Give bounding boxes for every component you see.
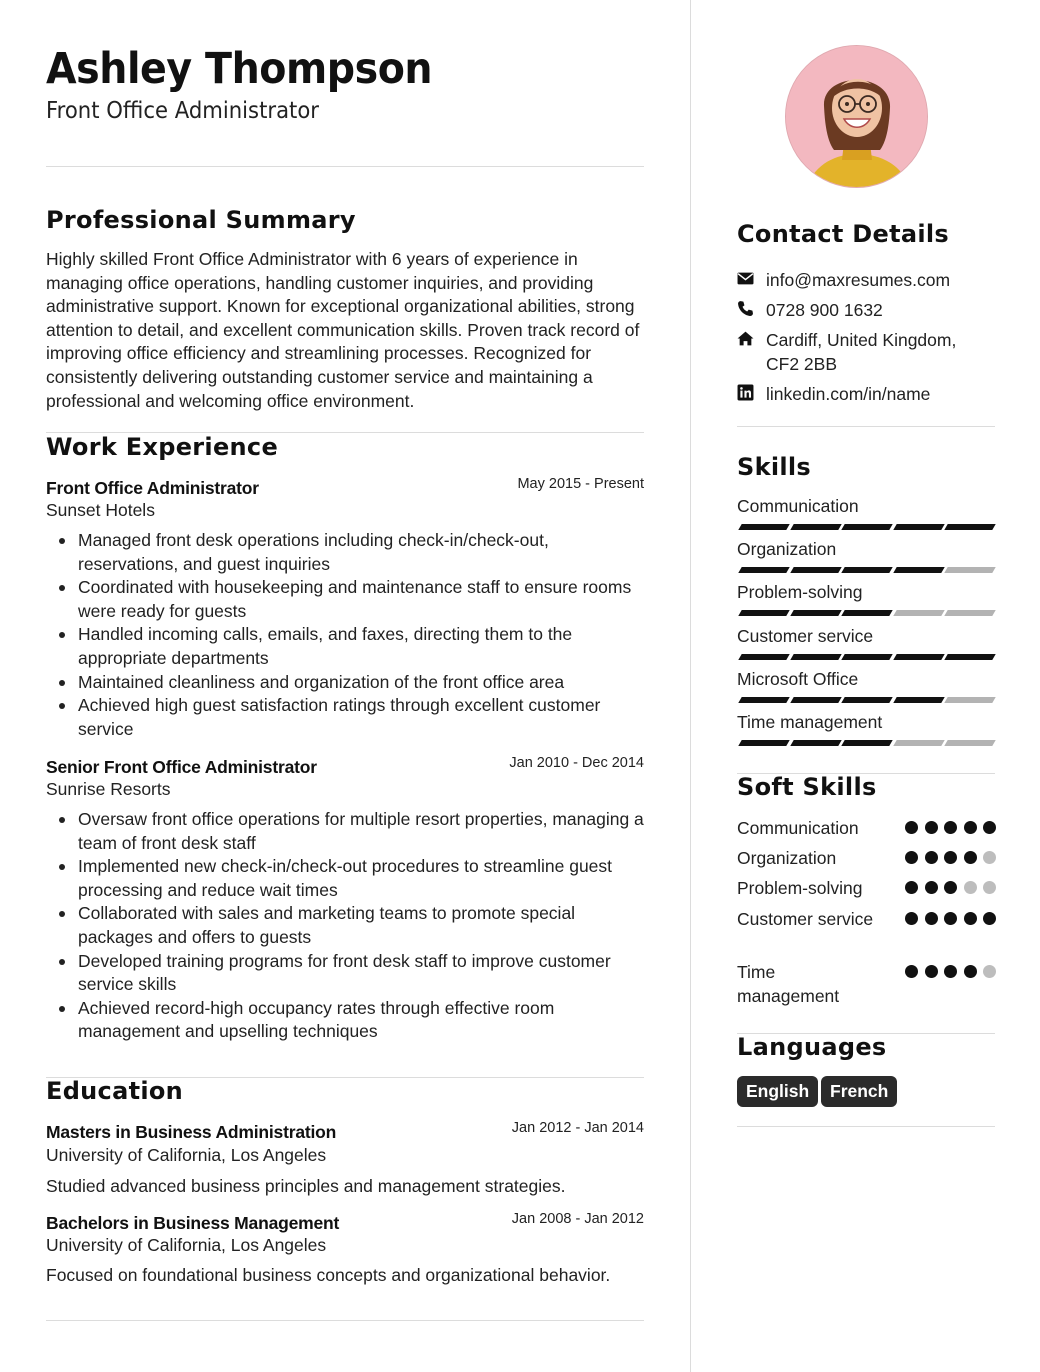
rating-dot: [964, 881, 977, 894]
edu-description-1: Studied advanced business principles and management strategies.: [46, 1176, 566, 1196]
skill-level-bar: [737, 610, 993, 616]
skill-level-segment: [841, 740, 892, 746]
experience-heading: Work Experience: [46, 433, 279, 461]
rating-dot: [983, 965, 996, 978]
column-divider: [690, 0, 691, 1372]
skill-label: Time management: [737, 712, 883, 732]
contact-divider: [737, 426, 995, 427]
soft-skill-label: Customer service: [737, 909, 874, 929]
job-title-1: Front Office Administrator: [46, 478, 259, 498]
skill-level-bar: [737, 740, 993, 746]
skills-heading: Skills: [737, 453, 812, 481]
edu-dates-1: Jan 2012 - Jan 2014: [511, 1120, 644, 1136]
summary-heading: Professional Summary: [46, 206, 356, 234]
skill-level-segment: [790, 654, 841, 660]
skill-level-segment: [790, 740, 841, 746]
job-company-2: Sunrise Resorts: [46, 779, 171, 799]
contact-email-text[interactable]: info@maxresumes.com: [766, 270, 951, 290]
profile-photo-illustration: [786, 46, 928, 188]
skill-level-segment: [738, 567, 789, 573]
contact-heading: Contact Details: [737, 220, 950, 248]
job-bullets-2: [78, 808, 648, 1044]
rating-dot: [944, 912, 957, 925]
skill-level-segment: [893, 524, 944, 530]
skill-level-segment: [841, 654, 892, 660]
rating-dot: [905, 965, 918, 978]
skill-level-segment: [944, 610, 995, 616]
soft-skill-label: Problem-solving: [737, 878, 863, 898]
linkedin-icon: [737, 384, 754, 401]
rating-dot: [925, 821, 938, 834]
list-item: Handled incoming calls, emails, and faxes, directing them to the appropriate departments: [78, 623, 648, 670]
soft-skill-rating: [905, 965, 993, 979]
skill-label: Problem-solving: [737, 582, 863, 602]
soft-skill-rating: [905, 821, 993, 835]
list-item: Managed front desk operations including check-in/check-out, reservations, and guest inquiries: [78, 529, 648, 576]
address-line-2: CF2 2BB: [766, 354, 837, 374]
skill-level-bar: [737, 524, 993, 530]
rating-dot: [905, 821, 918, 834]
skill-level-segment: [944, 697, 995, 703]
skill-level-segment: [944, 654, 995, 660]
list-item: Achieved high guest satisfaction ratings through excellent customer service: [78, 694, 648, 741]
candidate-title: Front Office Administrator: [46, 98, 319, 124]
contact-address-text: [766, 328, 996, 376]
skill-level-segment: [790, 524, 841, 530]
languages-divider: [737, 1126, 995, 1127]
skill-level-bar: [737, 654, 993, 660]
rating-dot: [964, 912, 977, 925]
rating-dot: [905, 851, 918, 864]
envelope-icon: [737, 270, 754, 287]
skill-level-segment: [738, 654, 789, 660]
edu-school-2: University of California, Los Angeles: [46, 1235, 327, 1255]
rating-dot: [925, 965, 938, 978]
list-item: Oversaw front office operations for multiple resort properties, managing a team of front desk staff: [78, 808, 648, 855]
job-company-1: Sunset Hotels: [46, 500, 155, 520]
skill-level-segment: [738, 740, 789, 746]
skill-level-segment: [790, 697, 841, 703]
skill-level-segment: [893, 740, 944, 746]
edu-dates-2: Jan 2008 - Jan 2012: [511, 1211, 644, 1227]
rating-dot: [964, 851, 977, 864]
skill-label: Microsoft Office: [737, 669, 859, 689]
soft-skills-heading: Soft Skills: [737, 773, 877, 801]
list-item: Implemented new check-in/check-out procedures to streamline guest processing and reduce wait times: [78, 855, 648, 902]
rating-dot: [925, 851, 938, 864]
skill-label: Communication: [737, 496, 859, 516]
rating-dot: [983, 881, 996, 894]
rating-dot: [944, 821, 957, 834]
profile-photo: [785, 45, 928, 188]
rating-dot: [964, 965, 977, 978]
soft-skill-rating: [905, 851, 993, 865]
rating-dot: [944, 881, 957, 894]
skill-label: Customer service: [737, 626, 874, 646]
edu-description-2: Focused on foundational business concepts and organizational behavior.: [46, 1265, 611, 1285]
skill-level-segment: [738, 524, 789, 530]
list-item: Achieved record-high occupancy rates through effective room management and upselling techniques: [78, 997, 648, 1044]
rating-dot: [983, 851, 996, 864]
summary-text: Highly skilled Front Office Administrator with 6 years of experience in managing office operations, handling customer inquiries, and providing administrative support. Known for exceptional organizational abilities, strong attention to detail, and excellent communication skills. Proven track record of improving office efficiency and streamlining processes. Recognized for consistently delivering outstanding customer service and maintaining a professional and welcoming office environment.: [46, 249, 640, 411]
list-item: Collaborated with sales and marketing teams to promote special packages and offers to guests: [78, 902, 648, 949]
skill-level-segment: [841, 567, 892, 573]
soft-skill-label: Time management: [737, 962, 840, 1006]
job-bullets-1: [78, 529, 648, 741]
job-dates-1: May 2015 - Present: [517, 476, 644, 492]
edu-degree-2: Bachelors in Business Management: [46, 1213, 340, 1233]
contact-linkedin-text[interactable]: linkedin.com/in/name: [766, 384, 931, 404]
home-icon: [737, 330, 754, 347]
education-divider: [46, 1320, 644, 1321]
skill-level-segment: [893, 654, 944, 660]
contact-phone-text[interactable]: 0728 900 1632: [766, 300, 883, 320]
skill-level-bar: [737, 697, 993, 703]
edu-degree-1: Masters in Business Administration: [46, 1122, 337, 1142]
rating-dot: [944, 965, 957, 978]
skill-level-segment: [893, 610, 944, 616]
address-line-1: Cardiff, United Kingdom,: [766, 330, 957, 350]
language-badge-french: French: [821, 1076, 897, 1107]
skill-level-bar: [737, 567, 993, 573]
skill-level-segment: [738, 610, 789, 616]
list-item: Coordinated with housekeeping and maintenance staff to ensure rooms were ready for guests: [78, 576, 648, 623]
list-item: Maintained cleanliness and organization of the front office area: [78, 671, 648, 695]
skill-level-segment: [841, 524, 892, 530]
skill-level-segment: [841, 610, 892, 616]
skill-level-segment: [841, 697, 892, 703]
list-item: Developed training programs for front desk staff to improve customer service skills: [78, 950, 648, 997]
soft-skill-label: Communication: [737, 818, 859, 838]
rating-dot: [925, 912, 938, 925]
rating-dot: [964, 821, 977, 834]
rating-dot: [983, 821, 996, 834]
skill-level-segment: [944, 567, 995, 573]
skill-level-segment: [738, 697, 789, 703]
skill-level-segment: [790, 610, 841, 616]
rating-dot: [905, 881, 918, 894]
soft-skill-rating: [905, 881, 993, 895]
header-divider: [46, 166, 644, 167]
candidate-name: Ashley Thompson: [46, 44, 433, 94]
rating-dot: [905, 912, 918, 925]
rating-dot: [944, 851, 957, 864]
language-badge-english: English: [737, 1076, 818, 1107]
skill-level-segment: [944, 740, 995, 746]
education-heading: Education: [46, 1077, 184, 1105]
phone-icon: [737, 300, 754, 317]
job-dates-2: Jan 2010 - Dec 2014: [509, 755, 644, 771]
rating-dot: [925, 881, 938, 894]
rating-dot: [983, 912, 996, 925]
skill-level-segment: [790, 567, 841, 573]
edu-school-1: University of California, Los Angeles: [46, 1145, 327, 1165]
languages-heading: Languages: [737, 1033, 887, 1061]
skill-level-segment: [893, 567, 944, 573]
soft-skill-label: Organization: [737, 848, 837, 868]
job-title-2: Senior Front Office Administrator: [46, 757, 317, 777]
skill-level-segment: [893, 697, 944, 703]
skill-level-segment: [944, 524, 995, 530]
soft-skill-rating: [905, 912, 993, 926]
skill-label: Organization: [737, 539, 837, 559]
